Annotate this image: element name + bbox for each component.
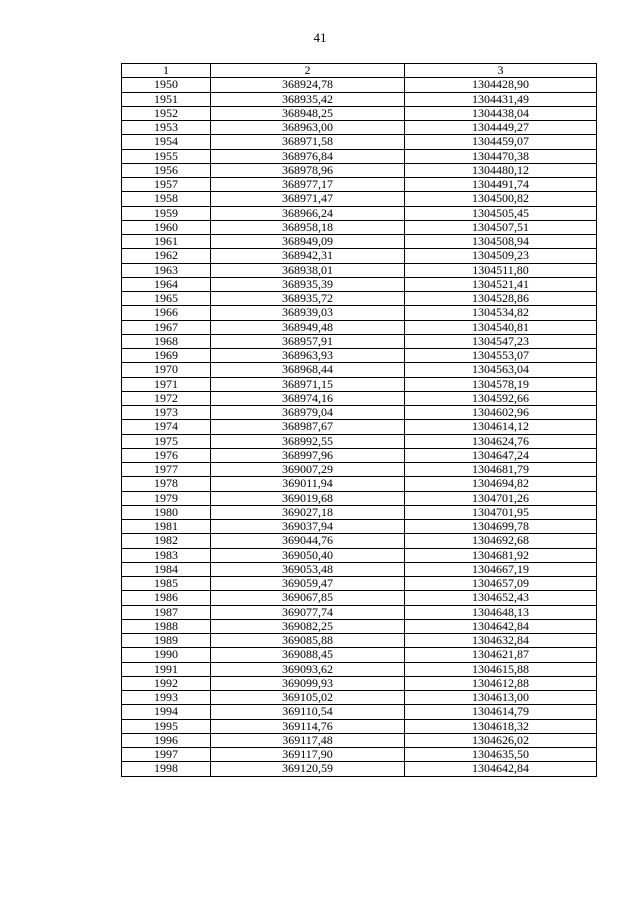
point-number-cell: 1996 (122, 733, 211, 747)
x-coordinate-cell: 368968,44 (211, 363, 405, 377)
table-row (122, 420, 597, 434)
point-number-cell: 1984 (122, 562, 211, 576)
y-coordinate-cell: 1304701,95 (405, 505, 597, 519)
y-coordinate-cell: 1304681,79 (405, 463, 597, 477)
y-coordinate-cell: 1304694,82 (405, 477, 597, 491)
x-coordinate-cell: 369110,54 (211, 705, 405, 719)
point-number-cell: 1981 (122, 520, 211, 534)
point-number-cell: 1965 (122, 292, 211, 306)
y-coordinate-cell: 1304692,68 (405, 534, 597, 548)
x-coordinate-cell: 369050,40 (211, 548, 405, 562)
x-coordinate-cell: 368938,01 (211, 263, 405, 277)
y-coordinate-cell: 1304491,74 (405, 178, 597, 192)
page-number: 41 (313, 30, 327, 45)
x-coordinate-cell: 369037,94 (211, 520, 405, 534)
table-row (122, 520, 597, 534)
table-row (122, 505, 597, 519)
y-coordinate-cell: 1304626,02 (405, 733, 597, 747)
table-row (122, 548, 597, 562)
y-coordinate-cell: 1304547,23 (405, 334, 597, 348)
x-coordinate-cell: 368942,31 (211, 249, 405, 263)
point-number-cell: 1990 (122, 648, 211, 662)
table-row (122, 249, 597, 263)
x-coordinate-cell: 369088,45 (211, 648, 405, 662)
point-number-cell: 1966 (122, 306, 211, 320)
y-coordinate-cell: 1304428,90 (405, 78, 597, 92)
y-coordinate-cell: 1304615,88 (405, 662, 597, 676)
x-coordinate-cell: 368977,17 (211, 178, 405, 192)
x-coordinate-cell: 368979,04 (211, 406, 405, 420)
column-header-1: 1 (122, 64, 211, 78)
table-row (122, 619, 597, 633)
point-number-cell: 1979 (122, 491, 211, 505)
x-coordinate-cell: 368974,16 (211, 391, 405, 405)
table-row (122, 434, 597, 448)
table-row (122, 691, 597, 705)
x-coordinate-cell: 368992,55 (211, 434, 405, 448)
x-coordinate-cell: 369099,93 (211, 676, 405, 690)
y-coordinate-cell: 1304500,82 (405, 192, 597, 206)
y-coordinate-cell: 1304648,13 (405, 605, 597, 619)
table-row (122, 206, 597, 220)
point-number-cell: 1954 (122, 135, 211, 149)
point-number-cell: 1987 (122, 605, 211, 619)
table-row (122, 163, 597, 177)
point-number-cell: 1953 (122, 121, 211, 135)
y-coordinate-cell: 1304652,43 (405, 591, 597, 605)
y-coordinate-cell: 1304508,94 (405, 235, 597, 249)
point-number-cell: 1998 (122, 762, 211, 776)
y-coordinate-cell: 1304699,78 (405, 520, 597, 534)
y-coordinate-cell: 1304509,23 (405, 249, 597, 263)
point-number-cell: 1951 (122, 92, 211, 106)
table-row (122, 178, 597, 192)
x-coordinate-cell: 368948,25 (211, 106, 405, 120)
table-row (122, 463, 597, 477)
x-coordinate-cell: 368971,47 (211, 192, 405, 206)
x-coordinate-cell: 368924,78 (211, 78, 405, 92)
point-number-cell: 1950 (122, 78, 211, 92)
y-coordinate-cell: 1304592,66 (405, 391, 597, 405)
point-number-cell: 1974 (122, 420, 211, 434)
y-coordinate-cell: 1304632,84 (405, 634, 597, 648)
x-coordinate-cell: 369114,76 (211, 719, 405, 733)
table-row (122, 634, 597, 648)
x-coordinate-cell: 368963,00 (211, 121, 405, 135)
table-row (122, 648, 597, 662)
y-coordinate-cell: 1304618,32 (405, 719, 597, 733)
x-coordinate-cell: 368966,24 (211, 206, 405, 220)
point-number-cell: 1980 (122, 505, 211, 519)
table-header-row (122, 64, 597, 78)
table-row (122, 719, 597, 733)
point-number-cell: 1968 (122, 334, 211, 348)
point-number-cell: 1955 (122, 149, 211, 163)
y-coordinate-cell: 1304657,09 (405, 577, 597, 591)
table-row (122, 220, 597, 234)
y-coordinate-cell: 1304521,41 (405, 277, 597, 291)
table-row (122, 748, 597, 762)
x-coordinate-cell: 368957,91 (211, 334, 405, 348)
x-coordinate-cell: 369044,76 (211, 534, 405, 548)
point-number-cell: 1952 (122, 106, 211, 120)
y-coordinate-cell: 1304647,24 (405, 448, 597, 462)
y-coordinate-cell: 1304612,88 (405, 676, 597, 690)
x-coordinate-cell: 369011,94 (211, 477, 405, 491)
table-row (122, 263, 597, 277)
coordinates-table (121, 63, 597, 777)
point-number-cell: 1993 (122, 691, 211, 705)
x-coordinate-cell: 369093,62 (211, 662, 405, 676)
x-coordinate-cell: 368997,96 (211, 448, 405, 462)
x-coordinate-cell: 369085,88 (211, 634, 405, 648)
column-header-2: 2 (211, 64, 405, 78)
point-number-cell: 1959 (122, 206, 211, 220)
point-number-cell: 1960 (122, 220, 211, 234)
y-coordinate-cell: 1304480,12 (405, 163, 597, 177)
point-number-cell: 1972 (122, 391, 211, 405)
y-coordinate-cell: 1304701,26 (405, 491, 597, 505)
point-number-cell: 1967 (122, 320, 211, 334)
x-coordinate-cell: 368978,96 (211, 163, 405, 177)
table-row (122, 306, 597, 320)
point-number-cell: 1997 (122, 748, 211, 762)
table-row (122, 106, 597, 120)
x-coordinate-cell: 368971,15 (211, 377, 405, 391)
table-row (122, 762, 597, 776)
y-coordinate-cell: 1304602,96 (405, 406, 597, 420)
point-number-cell: 1970 (122, 363, 211, 377)
point-number-cell: 1962 (122, 249, 211, 263)
table-row (122, 277, 597, 291)
y-coordinate-cell: 1304578,19 (405, 377, 597, 391)
y-coordinate-cell: 1304511,80 (405, 263, 597, 277)
table-row (122, 577, 597, 591)
y-coordinate-cell: 1304642,84 (405, 619, 597, 633)
x-coordinate-cell: 368963,93 (211, 349, 405, 363)
x-coordinate-cell: 368976,84 (211, 149, 405, 163)
y-coordinate-cell: 1304681,92 (405, 548, 597, 562)
x-coordinate-cell: 369120,59 (211, 762, 405, 776)
y-coordinate-cell: 1304553,07 (405, 349, 597, 363)
table-row (122, 591, 597, 605)
point-number-cell: 1961 (122, 235, 211, 249)
table-row (122, 705, 597, 719)
y-coordinate-cell: 1304438,04 (405, 106, 597, 120)
table-row (122, 92, 597, 106)
table-row (122, 605, 597, 619)
point-number-cell: 1973 (122, 406, 211, 420)
x-coordinate-cell: 369082,25 (211, 619, 405, 633)
x-coordinate-cell: 368949,09 (211, 235, 405, 249)
x-coordinate-cell: 369077,74 (211, 605, 405, 619)
y-coordinate-cell: 1304563,04 (405, 363, 597, 377)
point-number-cell: 1958 (122, 192, 211, 206)
table-row (122, 121, 597, 135)
point-number-cell: 1976 (122, 448, 211, 462)
table-row (122, 406, 597, 420)
x-coordinate-cell: 369117,48 (211, 733, 405, 747)
y-coordinate-cell: 1304635,50 (405, 748, 597, 762)
point-number-cell: 1969 (122, 349, 211, 363)
table-row (122, 534, 597, 548)
y-coordinate-cell: 1304507,51 (405, 220, 597, 234)
table-row (122, 377, 597, 391)
table-row (122, 676, 597, 690)
table-row (122, 334, 597, 348)
point-number-cell: 1985 (122, 577, 211, 591)
point-number-cell: 1957 (122, 178, 211, 192)
x-coordinate-cell: 369117,90 (211, 748, 405, 762)
y-coordinate-cell: 1304540,81 (405, 320, 597, 334)
point-number-cell: 1988 (122, 619, 211, 633)
y-coordinate-cell: 1304621,87 (405, 648, 597, 662)
y-coordinate-cell: 1304614,79 (405, 705, 597, 719)
table-row (122, 349, 597, 363)
x-coordinate-cell: 368939,03 (211, 306, 405, 320)
x-coordinate-cell: 368971,58 (211, 135, 405, 149)
x-coordinate-cell: 369067,85 (211, 591, 405, 605)
table-row (122, 135, 597, 149)
y-coordinate-cell: 1304459,07 (405, 135, 597, 149)
table-row (122, 192, 597, 206)
x-coordinate-cell: 369105,02 (211, 691, 405, 705)
table-row (122, 733, 597, 747)
y-coordinate-cell: 1304528,86 (405, 292, 597, 306)
y-coordinate-cell: 1304449,27 (405, 121, 597, 135)
table-row (122, 562, 597, 576)
x-coordinate-cell: 369059,47 (211, 577, 405, 591)
x-coordinate-cell: 369019,68 (211, 491, 405, 505)
x-coordinate-cell: 368935,39 (211, 277, 405, 291)
x-coordinate-cell: 369027,18 (211, 505, 405, 519)
y-coordinate-cell: 1304505,45 (405, 206, 597, 220)
x-coordinate-cell: 368958,18 (211, 220, 405, 234)
point-number-cell: 1983 (122, 548, 211, 562)
point-number-cell: 1991 (122, 662, 211, 676)
point-number-cell: 1971 (122, 377, 211, 391)
y-coordinate-cell: 1304613,00 (405, 691, 597, 705)
y-coordinate-cell: 1304667,19 (405, 562, 597, 576)
x-coordinate-cell: 369053,48 (211, 562, 405, 576)
y-coordinate-cell: 1304534,82 (405, 306, 597, 320)
table-row (122, 149, 597, 163)
point-number-cell: 1986 (122, 591, 211, 605)
table-body (122, 64, 597, 777)
point-number-cell: 1975 (122, 434, 211, 448)
point-number-cell: 1978 (122, 477, 211, 491)
point-number-cell: 1989 (122, 634, 211, 648)
y-coordinate-cell: 1304614,12 (405, 420, 597, 434)
y-coordinate-cell: 1304431,49 (405, 92, 597, 106)
table-row (122, 363, 597, 377)
column-header-3: 3 (405, 64, 597, 78)
x-coordinate-cell: 368987,67 (211, 420, 405, 434)
table-row (122, 662, 597, 676)
table-row (122, 320, 597, 334)
point-number-cell: 1982 (122, 534, 211, 548)
table-row (122, 448, 597, 462)
point-number-cell: 1992 (122, 676, 211, 690)
table-row (122, 78, 597, 92)
table-row (122, 391, 597, 405)
table-row (122, 235, 597, 249)
x-coordinate-cell: 368949,48 (211, 320, 405, 334)
point-number-cell: 1956 (122, 163, 211, 177)
point-number-cell: 1994 (122, 705, 211, 719)
y-coordinate-cell: 1304470,38 (405, 149, 597, 163)
point-number-cell: 1977 (122, 463, 211, 477)
point-number-cell: 1995 (122, 719, 211, 733)
x-coordinate-cell: 369007,29 (211, 463, 405, 477)
x-coordinate-cell: 368935,72 (211, 292, 405, 306)
table-row (122, 292, 597, 306)
y-coordinate-cell: 1304642,84 (405, 762, 597, 776)
point-number-cell: 1964 (122, 277, 211, 291)
table-row (122, 477, 597, 491)
point-number-cell: 1963 (122, 263, 211, 277)
y-coordinate-cell: 1304624,76 (405, 434, 597, 448)
x-coordinate-cell: 368935,42 (211, 92, 405, 106)
table-row (122, 491, 597, 505)
